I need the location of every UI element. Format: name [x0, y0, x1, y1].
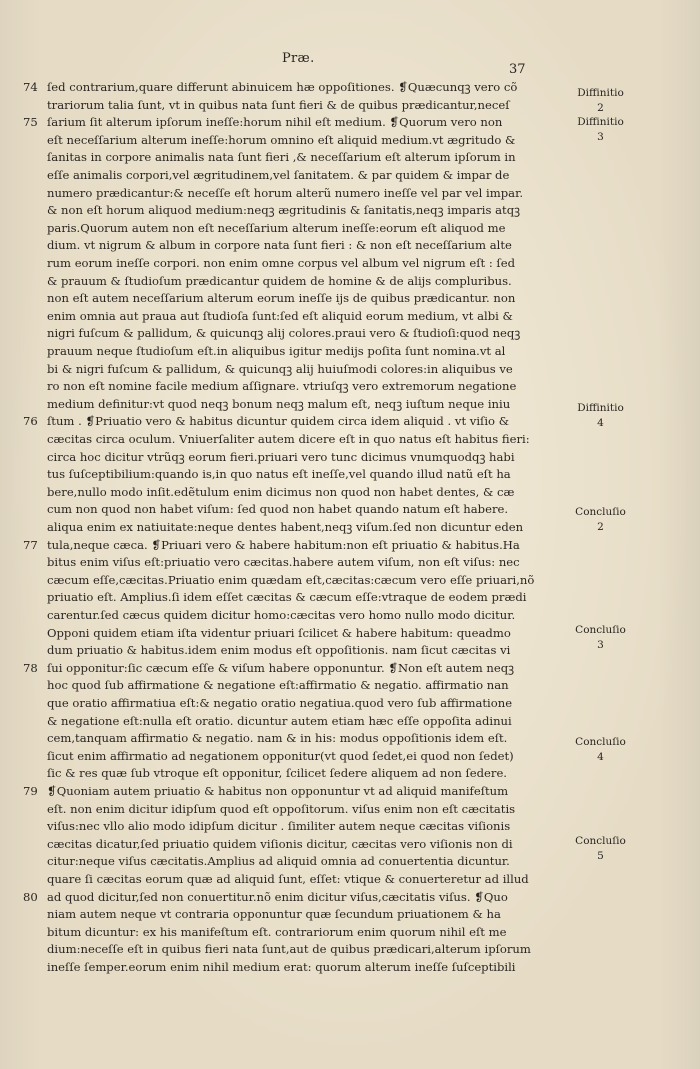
text-line: ſanitas in corpore animalis nata ſunt fieri ,& neceſſarium eſt alterum ipſorum in — [47, 150, 516, 165]
margin-note-number: 5 — [597, 850, 604, 862]
margin-note-number: 4 — [597, 417, 604, 429]
text-line: dium. vt nigrum & album in corpore nata ſunt fieri : & non eſt neceſſarium alte — [47, 238, 512, 253]
text-line: trariorum talia ſunt, vt in quibus nata ſunt fieri & de quibus prædicantur,neceſ — [47, 97, 510, 112]
margin-note-number: 2 — [597, 521, 604, 533]
section-number: 79 — [23, 784, 38, 798]
margin-note — [558, 623, 643, 653]
text-line: paris.Quorum autem non eſt neceſſarium alterum ineſſe:eorum eſt aliquod me — [47, 220, 506, 235]
section-number: 80 — [23, 889, 38, 904]
text-line: dum priuatio & habitus.idem enim modus eſt oppoſitionis. nam ſicut cæcitas vi — [47, 643, 511, 658]
text-line: ſtum . ❡Priuatio vero & habitus dicuntur quidem circa idem aliquid . vt viſio & — [47, 414, 510, 429]
section-number: 78 — [23, 660, 38, 675]
margin-note — [558, 401, 643, 431]
text-line: viſus:nec vllo alio modo idipſum dicitur . ſimiliter autem neque cæcitas viſionis — [47, 819, 511, 834]
text-line: circa hoc dicitur vtrũqꝫ eorum fieri.priuari vero tunc dicimus vnumquodqꝫ habi — [47, 449, 515, 464]
text-line: Opponi quidem etiam iſta videntur priuari ſcilicet & habere habitum: queadmo — [47, 625, 511, 640]
section-number: 74 — [23, 80, 38, 94]
text-line: prauum neque ſtudioſum eſt.in aliquibus igitur medijs poſita ſunt nomina.vt al — [47, 344, 506, 358]
margin-note — [558, 834, 643, 864]
text-line: nigri fuſcum & pallidum, & quicunqꝫ alij colores.praui vero & ſtudioſi:quod neqꝫ — [47, 326, 521, 341]
margin-note-word: Concluſio — [575, 736, 626, 748]
text-line: eſſe animalis corpori,vel ægritudinem,vel ſanitatem. & par quidem & impar de — [47, 168, 510, 182]
text-line: eſt. non enim dicitur idipſum quod eſt oppoſitorum. viſus enim non eſt cæcitatis — [47, 801, 516, 816]
text-line: & non eſt horum aliquod medium:neqꝫ ægritudinis & ſanitatis,neqꝫ imparis atqꝫ — [47, 203, 521, 218]
text-line: cæcum eſſe,cæcitas.Priuatio enim quædam eſt,cæcitas:cæcum vero eſſe priuari,nõ — [47, 572, 535, 587]
text-line: ❡Quoniam autem priuatio & habitus non opponuntur vt ad aliquid manifeſtum — [47, 784, 509, 798]
text-line: ineſſe ſemper.eorum enim nihil medium erat: quorum alterum ineſſe ſuſceptibili — [47, 960, 516, 974]
margin-note-word: Diffinitio — [577, 87, 624, 99]
text-line: citur:neque viſus cæcitatis.Amplius ad aliquid omnia ad conuertentia dicuntur. — [47, 854, 510, 869]
text-line: rum eorum ineſſe corpori. non enim omne corpus vel album vel nigrum eſt : ſed — [47, 256, 516, 270]
text-line: eſt neceſſarium alterum ineſſe:horum omnino eſt aliquid medium.vt ægritudo & — [47, 132, 516, 147]
folio-number: 37 — [509, 62, 526, 77]
margin-note-number: 3 — [597, 639, 604, 651]
section-number: 77 — [23, 537, 38, 552]
text-line: carentur.ſed cæcus quidem dicitur homo:cæcitas vero homo nullo modo dicitur. — [47, 608, 516, 622]
margin-note-word: Concluſio — [575, 835, 626, 847]
text-line: & prauum & ſtudioſum prædicantur quidem de homine & de alijs compluribus. — [47, 273, 512, 288]
text-line: hoc quod ſub affirmatione & negatione eſt:affirmatio & negatio. affirmatio nan — [47, 678, 509, 693]
text-line: priuatio eſt. Amplius.ſi idem eſſet cæcitas & cæcum eſſe:vtraque de eodem prædi — [47, 590, 527, 605]
text-line: ad quod dicitur,ſed non conuertitur.nõ enim dicitur viſus,cæcitatis viſus. ❡Quo — [47, 889, 508, 904]
text-line: ro non eſt nomine facile medium aſſignare. vtriuſqꝫ vero extremorum negatione — [47, 379, 517, 394]
text-line: ſui opponitur:ſic cæcum eſſe & viſum habere opponuntur. ❡Non eſt autem neqꝫ — [47, 660, 515, 675]
margin-note-word: Diffinitio — [577, 402, 624, 414]
text-line: cem,tanquam affirmatio & negatio. nam & in his: modus oppoſitionis idem eſt. — [47, 731, 508, 746]
text-line: bere,nullo modo inſit.edẽtulum enim dicimus non quod non habet dentes, & cæ — [47, 484, 515, 499]
text-line: ſarium ſit alterum ipſorum ineſſe:horum nihil eſt medium. ❡Quorum vero non — [47, 115, 503, 130]
text-line: aliqua enim ex natiuitate:neque dentes habent,neqꝫ viſum.ſed non dicuntur eden — [47, 520, 524, 534]
text-line: bitum dicuntur: ex his manifeſtum eſt. contrariorum enim quorum nihil eſt me — [47, 924, 507, 939]
text-line: quare ſi cæcitas eorum quæ ad aliquid ſunt, eſſet: vtique & conuerteretur ad illud — [47, 872, 529, 886]
margin-note-number: 2 — [597, 102, 604, 114]
margin-note — [558, 115, 643, 145]
margin-note-word: Concluſio — [575, 624, 626, 636]
text-line: que oratio affirmatiua eſt:& negatio oratio negatiua.quod vero ſub affirmatione — [47, 696, 513, 710]
text-line: ſed contrarium,quare differunt abinuicem hæ oppoſitiones. ❡Quæcunqꝫ vero cõ — [47, 80, 518, 94]
text-line: medium definitur:vt quod neqꝫ bonum neqꝫ malum eſt, neqꝫ iuſtum neque iniu — [47, 396, 511, 411]
text-line: dium:neceſſe eſt in quibus fieri nata ſunt,aut de quibus prædicari,alterum ipſorum — [47, 942, 531, 957]
text-line: & negatione eſt:nulla eſt oratio. dicuntur autem etiam hæc eſſe oppoſita adinui — [47, 713, 512, 728]
section-number: 76 — [23, 414, 38, 429]
text-line: cæcitas dicatur,ſed priuatio quidem viſionis dicitur, cæcitas vero viſionis non di — [47, 836, 513, 851]
text-line: tula,neque cæca. ❡Priuari vero & habere habitum:non eſt priuatio & habitus.Ha — [47, 537, 520, 552]
section-number: 75 — [23, 115, 38, 130]
text-line: bitus enim viſus eſt:priuatio vero cæcitas.habere autem viſum, non eſt viſus: nec — [47, 555, 520, 570]
text-line: numero prædicantur:& neceſſe eſt horum alterũ numero ineſſe vel par vel impar. — [47, 185, 524, 200]
margin-note-number: 3 — [597, 131, 604, 143]
text-line: bi & nigri fuſcum & pallidum, & quicunqꝫ alij huiuſmodi colores:in aliquibus ve — [47, 361, 513, 376]
margin-note — [558, 86, 643, 116]
text-line: non eſt autem neceſſarium alterum eorum ineſſe ijs de quibus prædicantur. non — [47, 291, 516, 306]
text-line: cum non quod non habet viſum: ſed quod non habet quando natum eſt habere. — [47, 502, 509, 517]
running-header-title: Præ. — [282, 51, 315, 66]
margin-note — [558, 735, 643, 765]
margin-note-word: Concluſio — [575, 506, 626, 518]
text-line: enim omnia aut praua aut ſtudioſa ſunt:ſed eſt aliquid eorum medium, vt albi & — [47, 308, 513, 323]
text-line: niam autem neque vt contraria opponuntur quæ ſecundum priuationem & ha — [47, 907, 501, 922]
margin-note-word: Diffinitio — [577, 116, 624, 128]
text-line: ſic & res quæ ſub vtroque eſt opponitur, ſcilicet ſedere aliquem ad non ſedere. — [47, 766, 507, 781]
text-line: tus ſuſceptibilium:quando is,in quo natus eſt ineſſe,vel quando illud natũ eſt ha — [47, 467, 511, 482]
margin-note-number: 4 — [597, 751, 604, 763]
text-line: cæcitas circa oculum. Vniuerſaliter autem dicere eſt in quo natus eſt habitus fieri: — [47, 432, 530, 446]
margin-note — [558, 505, 643, 535]
text-line: ſicut enim affirmatio ad negationem opponitur(vt quod ſedet,ei quod non ſedet) — [47, 748, 514, 763]
